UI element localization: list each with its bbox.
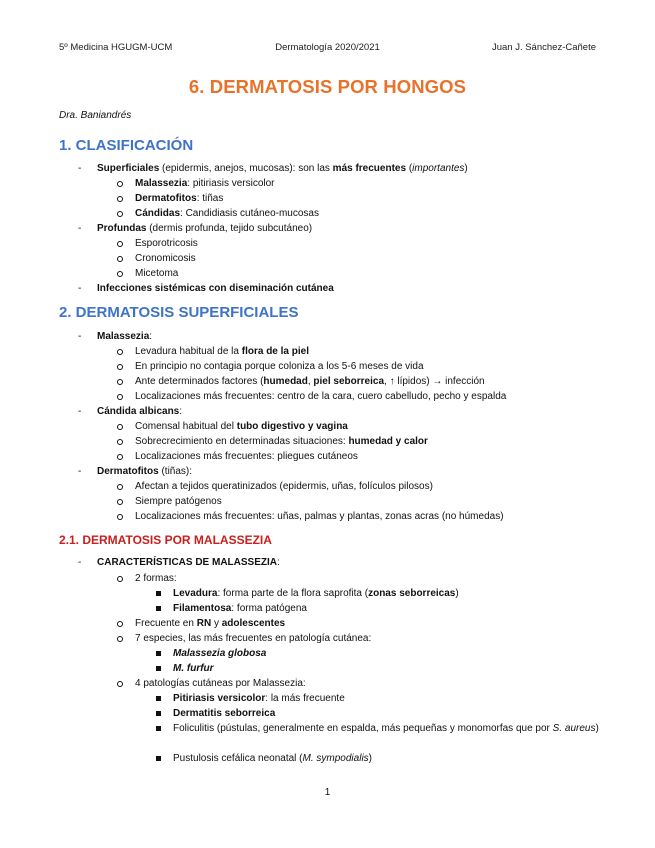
header-left: 5º Medicina HGUGM-UCM xyxy=(59,42,173,53)
list-item: Malassezia: pitiriasis versicolor xyxy=(135,178,275,189)
circle-bullet xyxy=(117,499,123,505)
list-item: Cándida albicans: xyxy=(97,406,183,417)
circle-bullet xyxy=(117,576,123,582)
circle-bullet xyxy=(117,484,123,490)
header-center: Dermatología 2020/2021 xyxy=(275,42,380,53)
circle-bullet xyxy=(117,394,123,400)
list-item: Pustulosis cefálica neonatal (M. sympodialis) xyxy=(173,753,373,764)
list-item: Foliculitis (pústulas, generalmente en espalda, más pequeñas y monomorfas que por S. aureus) xyxy=(173,723,599,734)
list-item: CARACTERÍSTICAS DE MALASSEZIA: xyxy=(97,557,280,568)
square-bullet xyxy=(156,666,161,671)
list-item: 7 especies, las más frecuentes en patología cutánea: xyxy=(135,633,372,644)
list-item: Malassezia: xyxy=(97,331,153,342)
circle-bullet xyxy=(117,379,123,385)
circle-bullet xyxy=(117,454,123,460)
circle-bullet xyxy=(117,256,123,262)
list-item: Micetoma xyxy=(135,268,179,279)
square-bullet xyxy=(156,696,161,701)
author: Dra. Baniandrés xyxy=(59,110,132,121)
list-item: Levadura habitual de la flora de la piel xyxy=(135,346,309,357)
dash-bullet: - xyxy=(78,466,82,477)
list-item: Dermatofitos (tiñas): xyxy=(97,466,193,477)
list-item: Cándidas: Candidiasis cutáneo-mucosas xyxy=(135,208,319,219)
square-bullet xyxy=(156,726,161,731)
page-number: 1 xyxy=(324,787,331,798)
square-bullet xyxy=(156,591,161,596)
square-bullet xyxy=(156,651,161,656)
circle-bullet xyxy=(117,621,123,627)
dash-bullet: - xyxy=(78,557,82,568)
list-item: Malassezia globosa xyxy=(173,648,267,659)
list-item: En principio no contagia porque coloniza a los 5-6 meses de vida xyxy=(135,361,424,372)
list-item: Localizaciones más frecuentes: centro de la cara, cuero cabelludo, pecho y espalda xyxy=(135,391,507,402)
square-bullet xyxy=(156,606,161,611)
list-item: 2 formas: xyxy=(135,573,177,584)
list-item: Pitiriasis versicolor: la más frecuente xyxy=(173,693,345,704)
dash-bullet: - xyxy=(78,283,82,294)
list-item: Levadura: forma parte de la flora saprofita (zonas seborreicas) xyxy=(173,588,459,599)
list-item: Esporotricosis xyxy=(135,238,198,249)
list-item: Superficiales (epidermis, anejos, mucosas): son las más frecuentes (importantes) xyxy=(97,163,468,174)
circle-bullet xyxy=(117,181,123,187)
square-bullet xyxy=(156,756,161,761)
circle-bullet xyxy=(117,424,123,430)
list-item: Profundas (dermis profunda, tejido subcutáneo) xyxy=(97,223,313,234)
circle-bullet xyxy=(117,241,123,247)
circle-bullet xyxy=(117,636,123,642)
circle-bullet xyxy=(117,196,123,202)
list-item: Siempre patógenos xyxy=(135,496,222,507)
list-item: Comensal habitual del tubo digestivo y vagina xyxy=(135,421,348,432)
document-title: 6. DERMATOSIS POR HONGOS xyxy=(188,76,467,97)
running-header xyxy=(59,42,596,56)
circle-bullet xyxy=(117,364,123,370)
circle-bullet xyxy=(117,439,123,445)
list-item: Afectan a tejidos queratinizados (epidermis, uñas, folículos pilosos) xyxy=(135,481,433,492)
header-right: Juan J. Sánchez-Cañete xyxy=(491,42,596,53)
section-heading-clasificacion: 1. CLASIFICACIÓN xyxy=(59,137,194,154)
list-item: Infecciones sistémicas con diseminación cutánea xyxy=(97,283,334,294)
list-item: Dermatitis seborreica xyxy=(173,708,276,719)
section-heading-superficiales: 2. DERMATOSIS SUPERFICIALES xyxy=(59,304,299,321)
circle-bullet xyxy=(117,271,123,277)
list-item: Frecuente en RN y adolescentes xyxy=(135,618,286,629)
list-item: Localizaciones más frecuentes: uñas, palmas y plantas, zonas acras (no húmedas) xyxy=(135,511,504,522)
subsection-heading-malassezia: 2.1. DERMATOSIS POR MALASSEZIA xyxy=(59,533,272,547)
list-item: Localizaciones más frecuentes: pliegues cutáneos xyxy=(135,451,358,462)
circle-bullet xyxy=(117,349,123,355)
circle-bullet xyxy=(117,681,123,687)
dash-bullet: - xyxy=(78,331,82,342)
dash-bullet: - xyxy=(78,406,82,417)
list-item: M. furfur xyxy=(173,663,214,674)
list-item: Filamentosa: forma patógena xyxy=(173,603,307,614)
circle-bullet xyxy=(117,211,123,217)
circle-bullet xyxy=(117,514,123,520)
list-item: Cronomicosis xyxy=(135,253,196,264)
list-item: 4 patologías cutáneas por Malassezia: xyxy=(135,678,306,689)
list-item: Ante determinados factores (humedad, piel seborreica, ↑ lípidos) → infección xyxy=(135,376,485,387)
list-item: Sobrecrecimiento en determinadas situaciones: humedad y calor xyxy=(135,436,428,447)
dash-bullet: - xyxy=(78,223,82,234)
square-bullet xyxy=(156,711,161,716)
list-item: Dermatofitos: tiñas xyxy=(135,193,224,204)
dash-bullet: - xyxy=(78,163,82,174)
